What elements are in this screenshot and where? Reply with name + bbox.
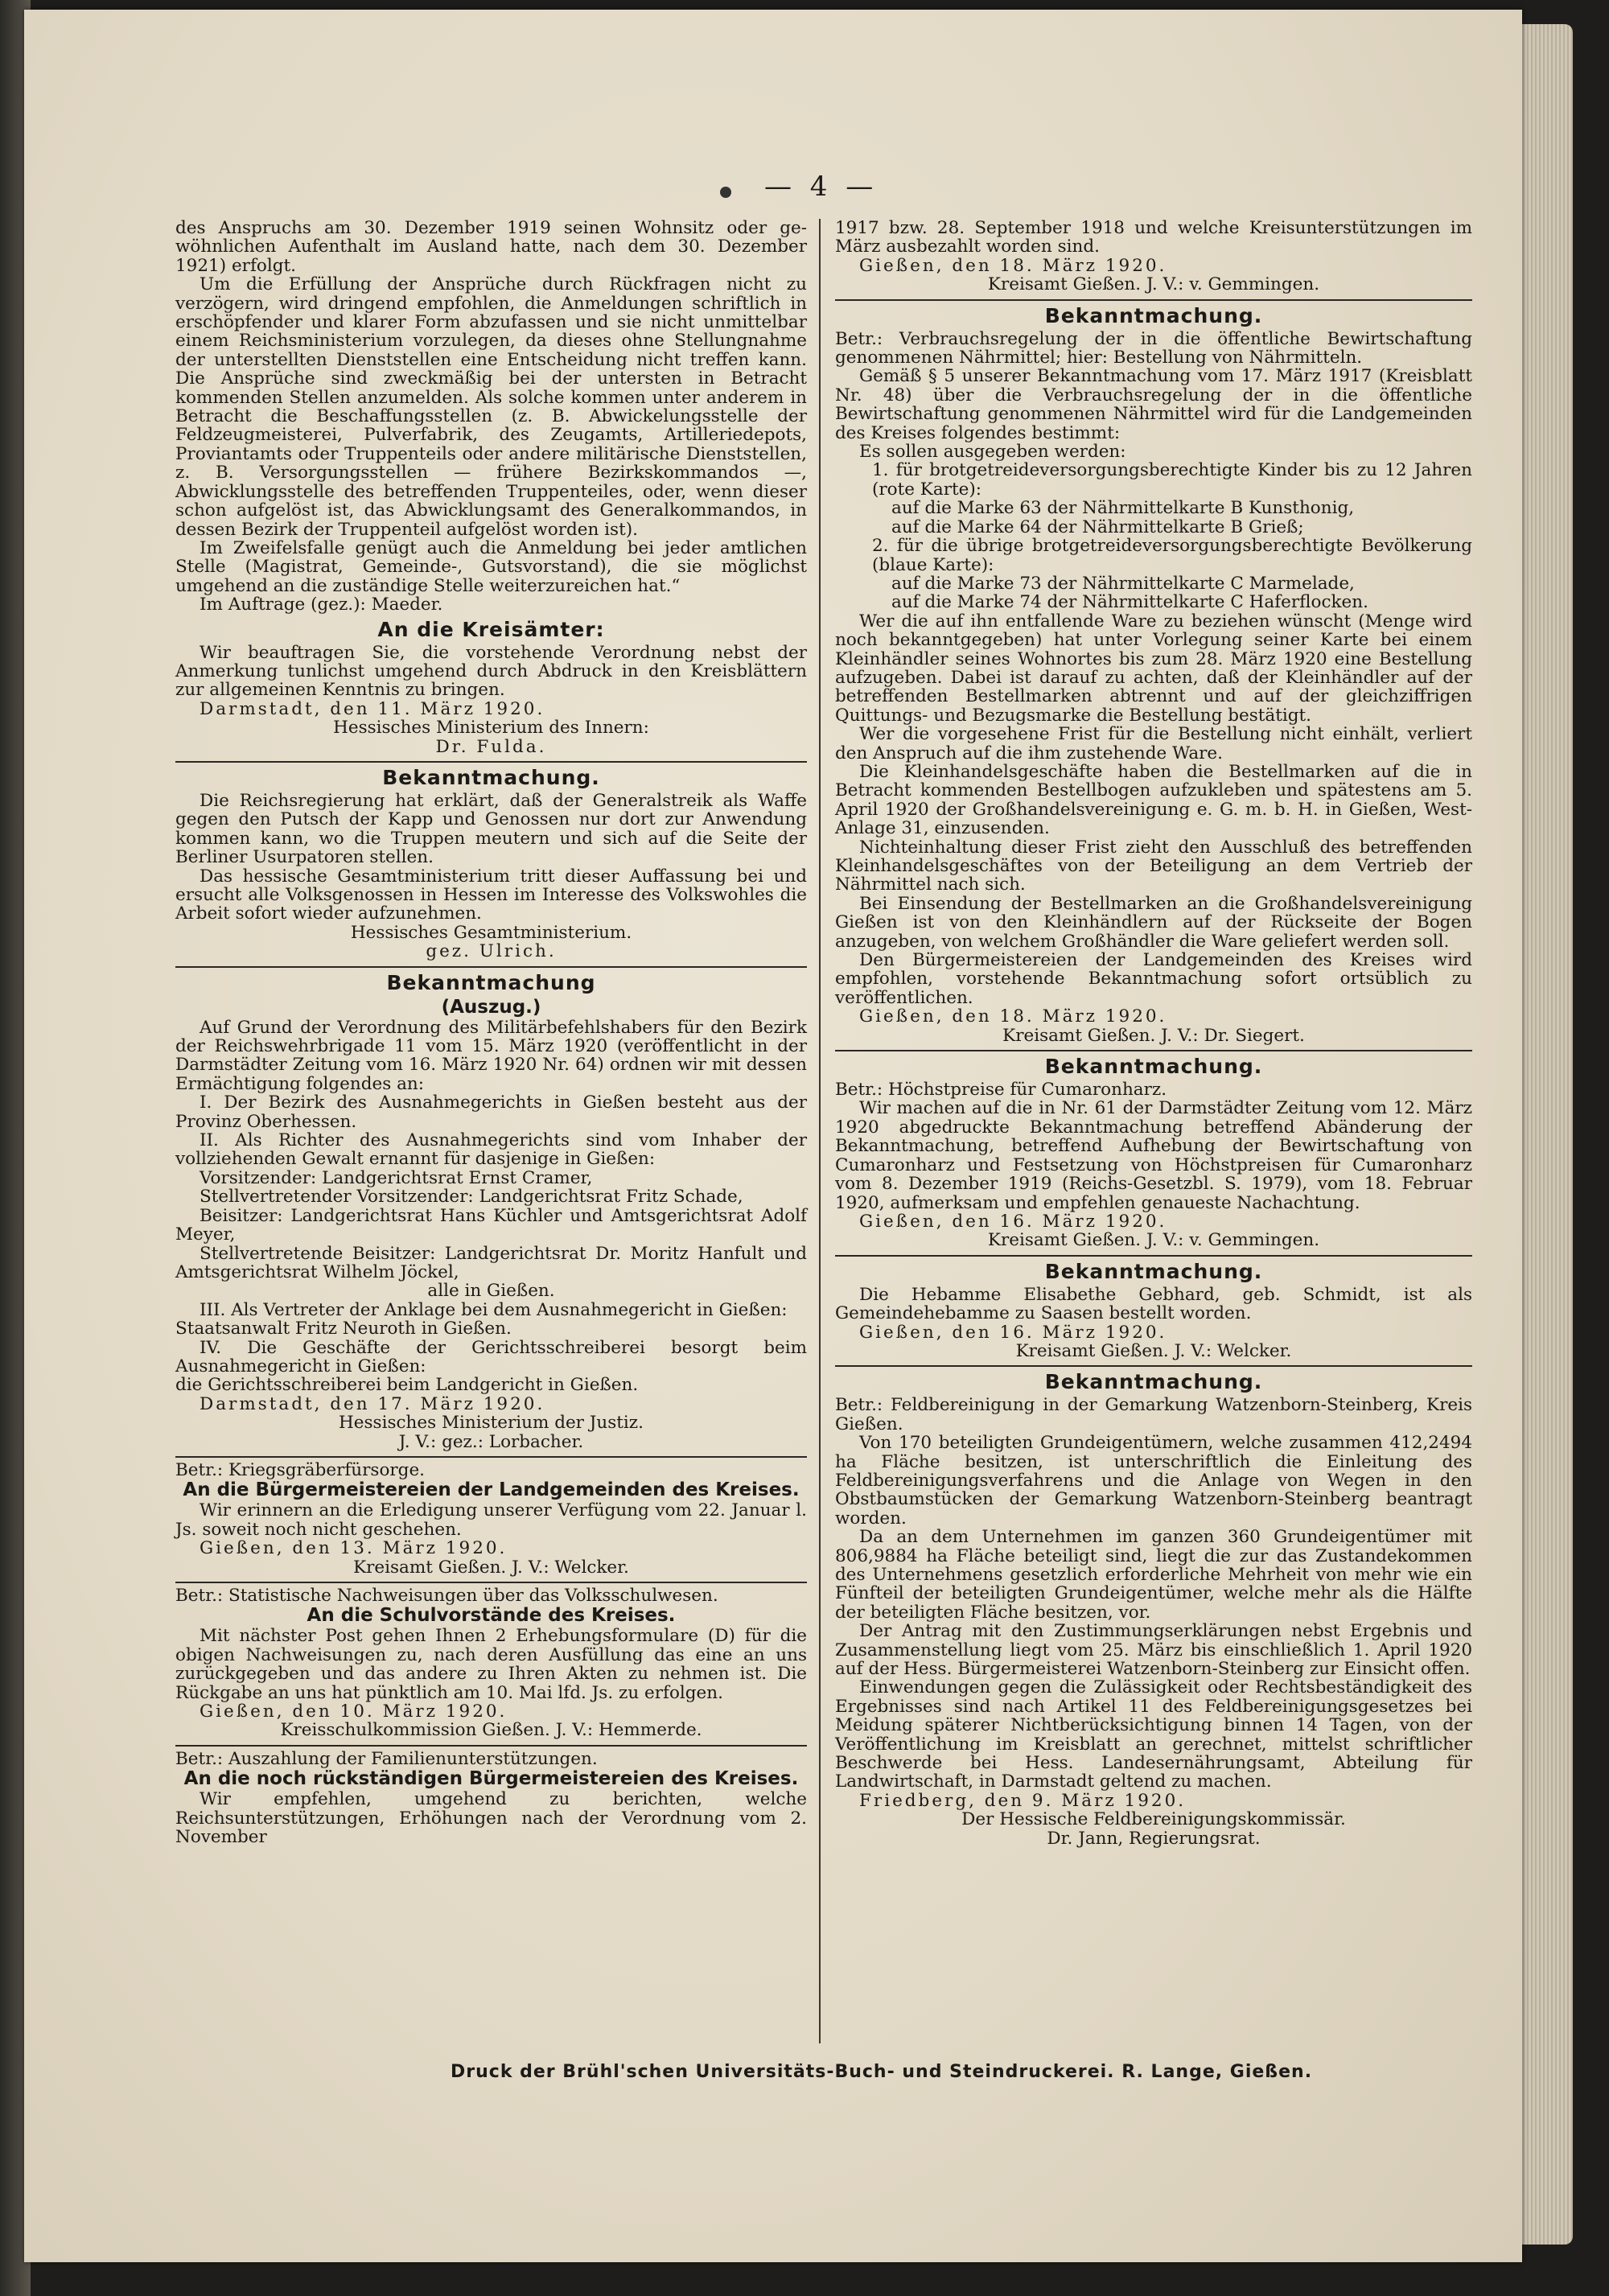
section-heading: Bekanntmachung (386, 970, 596, 994)
divider (175, 966, 807, 968)
divider (175, 1745, 807, 1747)
paragraph: Nichteinhaltung dieser Frist zieht den Ausschluß des betreffenden Kleinhandelsgeschäftes von der Beteiligung an dem Vertrieb der Nährmittel nach sich. (835, 837, 1472, 895)
signature: Hessisches Gesamtministerium. (350, 922, 632, 943)
right-column (835, 219, 1472, 1848)
paragraph: des Anspruchs am 30. Dezember 1919 seinen Wohnsitz oder ge-wöhnlichen Aufenthalt im Ausland hatte, nach dem 30. Dezember 1921) erfolgt. (175, 218, 807, 276)
signature: Dr. Fulda. (435, 736, 547, 757)
section-heading: Bekanntmachung. (1044, 1055, 1263, 1079)
section-heading: An die Bürgermeistereien der Landgemeinden des Kreises. (183, 1479, 800, 1501)
paragraph: Wir erinnern an die Erledigung unserer Verfügung vom 22. Januar l. Js. soweit noch nicht geschehen. (175, 1500, 807, 1540)
divider (175, 761, 807, 763)
dateline: Darmstadt, den 11. März 1920. (200, 698, 545, 719)
paragraph: Den Bürgermeistereien der Landgemeinden des Kreises wird empfohlen, vorstehende Bekanntmachung sofort ortsüblich zu veröffentlichen. (835, 950, 1472, 1008)
section-heading: An die noch rückständigen Bürgermeistereien des Kreises. (183, 1768, 799, 1790)
dateline: Gießen, den 10. März 1920. (200, 1701, 508, 1722)
signature: Kreisamt Gießen. J. V.: Dr. Siegert. (1002, 1025, 1305, 1046)
list-item: Stellvertretender Vorsitzender: Landgerichtsrat Fritz Schade, (200, 1187, 743, 1208)
ink-dot (720, 187, 731, 198)
section-heading: An die Schulvorstände des Kreises. (307, 1605, 676, 1627)
list-item: Beisitzer: Landgerichtsrat Hans Küchler und Amtsgerichtsrat Adolf Meyer, (175, 1205, 807, 1245)
dateline: Gießen, den 18. März 1920. (859, 1006, 1167, 1027)
paragraph: Um die Erfüllung der Ansprüche durch Rückfragen nicht zu verzögern, wird dringend empfohlen, die Anmeldungen schriftlich in erschöpfender und klarer Form abzufassen und sie nicht unmittelbar einem Reichsministerium vorzulegen, da dieses ohne Stellungnahme der unterstellten Dienststellen eine Entscheidung nicht treffen kann. Die Ansprüche sind zweckmäßig bei der untersten in Betracht kommenden Stellen anzumelden. Als solche kommen unter anderem in Betracht die Beschaffungsstellen (z. B. Abwickelungsstelle der Feldzeugmeisterei, Pulverfabrik, des Zeugamts, Artilleriedepots, Proviantamts oder Truppenteils oder andere militärische Dienststellen, z. B. Versorgungsstellen — frühere Bezirkskommandos —, Abwicklungsstelle des betreffenden Truppenteiles, oder, wenn dieser schon aufgelöst ist, das Abwicklungsamt des Generalkommandos, in dessen Bezirk der Truppenteil aufgelöst worden ist). (175, 274, 807, 540)
section-heading: Bekanntmachung. (1044, 1259, 1263, 1283)
paragraph: III. Als Vertreter der Anklage bei dem Ausnahmegericht in Gießen: (200, 1299, 788, 1320)
list-item: Es sollen ausgegeben werden: (859, 442, 1126, 463)
paragraph: Die Reichsregierung hat erklärt, daß der Generalstreik als Waffe gegen den Putsch der Kapp und Genossen nur dort zur Anwendung kommen kann, wo die Truppen meutern und sich auf die Seite der Berliner Usurpatoren stellen. (175, 790, 807, 868)
paragraph: Im Zweifelsfalle genügt auch die Anmeldung bei jeder amtlichen Stelle (Magistrat, Gemeinde-, Gutsvorstand), die sie möglichst umgehend an die zuständige Stelle weiterzureichen hat.“ (175, 537, 807, 596)
section-heading: An die Kreisämter: (377, 617, 605, 641)
dateline: Darmstadt, den 17. März 1920. (200, 1393, 545, 1414)
section-subheading: (Auszug.) (441, 996, 541, 1018)
divider (835, 1365, 1472, 1367)
dateline: Gießen, den 16. März 1920. (859, 1211, 1167, 1232)
list-item: 1. für brotgetreideversorgungsberechtigte Kinder bis zu 12 Jahren (rote Karte): (872, 460, 1472, 500)
section-heading: Bekanntmachung. (1044, 1370, 1263, 1394)
dateline: Friedberg, den 9. März 1920. (859, 1790, 1187, 1811)
signature: Der Hessische Feldbereinigungskommissär. (961, 1809, 1346, 1830)
paragraph: Gemäß § 5 unserer Bekanntmachung vom 17. März 1917 (Kreisblatt Nr. 48) über die Verbrauchsregelung der in die öffentliche Bewirtschaftung genommenen Nährmittel wird für die Landgemeinden des Kreises folgendes bestimmt: (835, 366, 1472, 443)
list-item: 2. für die übrige brotgetreideversorgungsberechtigte Bevölkerung (blaue Karte): (872, 536, 1472, 575)
paragraph: Das hessische Gesamtministerium tritt dieser Auffassung bei und ersucht alle Volksgenossen in Hessen im Interesse des Volkswohles die Arbeit sofort wieder aufzunehmen. (175, 866, 807, 924)
list-item: auf die Marke 73 der Nährmittelkarte C Marmelade, (891, 573, 1355, 594)
paragraph: Bei Einsendung der Bestellmarken an die Großhandelsvereinigung Gießen ist von den Kleinhändlern auf der Rückseite der Bogen anzugeben, von welchem Großhändler die Ware geliefert werden soll. (835, 893, 1472, 952)
paragraph: Mit nächster Post gehen Ihnen 2 Erhebungsformulare (D) für die obigen Nachweisungen zu, nach deren Ausfüllung das eine an uns zurückgegeben und das andere zu Ihren Akten zu nehmen ist. Die Rückgabe an uns hat pünktlich am 10. Mai lfd. Js. zu erfolgen. (175, 1626, 807, 1703)
section-heading: Bekanntmachung. (382, 765, 600, 789)
paragraph: Wir beauftragen Sie, die vorstehende Verordnung nebst der Anmerkung tunlichst umgehend durch Abdruck in den Kreisblättern zur allgemeinen Kenntnis zu bringen. (175, 642, 807, 701)
signature: Hessisches Ministerium der Justiz. (339, 1413, 644, 1434)
paragraph: 1917 bzw. 28. September 1918 und welche Kreisunterstützungen im März ausbezahlt worden sind. (835, 218, 1472, 257)
signature: gez. Ulrich. (426, 941, 557, 962)
paragraph: II. Als Richter des Ausnahmegerichts sind vom Inhaber der vollziehenden Gewalt ernannt für dasjenige in Gießen: (175, 1130, 807, 1170)
page-number: — 4 — (764, 171, 879, 203)
divider (835, 299, 1472, 301)
paragraph: Auf Grund der Verordnung des Militärbefehlshabers für den Bezirk der Reichswehrbrigade 11 vom 15. März 1920 (veröffentlicht in der Darmstädter Zeitung vom 16. März 1920 Nr. 64) ordnen wir mit dessen Ermächtigung folgendes an: (175, 1017, 807, 1094)
signature: Kreisamt Gießen. J. V.: v. Gemmingen. (987, 274, 1320, 295)
paragraph: Wer die vorgesehene Frist für die Bestellung nicht einhält, verliert den Anspruch auf die ihm zustehende Ware. (835, 724, 1472, 763)
signature: Kreisamt Gießen. J. V.: Welcker. (353, 1557, 629, 1578)
paragraph: Da an dem Unternehmen im ganzen 360 Grundeigentümer mit 806,9884 ha Fläche beteiligt sind, liegt die zur das Zustandekommen des Unternehmens gesetzlich erforderliche Mehrheit von mehr wie ein Fünfteil der beteiligten Grundeigentümer, welche mehr als die Hälfte der beteiligten Fläche besitzen, vor. (835, 1527, 1472, 1623)
signature: J. V.: gez.: Lorbacher. (398, 1431, 584, 1452)
paragraph: Von 170 beteiligten Grundeigentümern, welche zusammen 412,2494 ha Fläche besitzen, ist unterschriftlich die Einleitung des Feldbereinigungsverfahrens und die Anlage von Wegen in den Obstbaumstücken der Gemarkung Watzenborn-Steinberg beantragt worden. (835, 1433, 1472, 1529)
signature: Kreisschulkommission Gießen. J. V.: Hemmerde. (280, 1720, 702, 1741)
paragraph: Wir machen auf die in Nr. 61 der Darmstädter Zeitung vom 12. März 1920 abgedruckte Bekanntmachung betreffend Abänderung der Bekanntmachung, betreffend Aufhebung der Bewirtschaftung von Cumaronharz und Festsetzung von Höchstpreisen für Cumaronharz vom 8. Dezember 1919 (Reichs-Gesetzbl. S. 1979), vom 18. Februar 1920, aufmerksam und empfehlen genaueste Nachachtung. (835, 1098, 1472, 1213)
subject-line: Betr.: Verbrauchsregelung der in die öffentliche Bewirtschaftung genommenen Nährmittel; hier: Bestellung von Nährmitteln. (835, 328, 1472, 368)
signature: Kreisamt Gießen. J. V.: Welcker. (1015, 1340, 1292, 1361)
subject-line: Betr.: Höchstpreise für Cumaronharz. (835, 1080, 1167, 1101)
paragraph: Die Hebamme Elisabethe Gebhard, geb. Schmidt, ist als Gemeindehebamme zu Saasen bestellt worden. (835, 1284, 1472, 1324)
divider (835, 1255, 1472, 1257)
subject-line: Betr.: Feldbereinigung in der Gemarkung Watzenborn-Steinberg, Kreis Gießen. (835, 1395, 1472, 1434)
signature: Im Auftrage (gez.): Maeder. (200, 595, 443, 615)
list-item: Vorsitzender: Landgerichtsrat Ernst Cramer, (200, 1167, 593, 1188)
signature: Hessisches Ministerium des Innern: (333, 718, 649, 739)
paragraph: Wer die auf ihn entfallende Ware zu beziehen wünscht (Menge wird noch bekanntgegeben) hat unter Vorlegung seiner Karte bei einem Kleinhändler seines Wohnortes bis zum 28. März 1920 eine Bestellung aufzugeben. Dabei ist darauf zu achten, daß der Kleinhändler auf der betreffenden Bestellmarken abtrennt und auf der gleichziffrigen Quittungs- und Bezugsmarke die Bestellung bestätigt. (835, 611, 1472, 726)
paragraph: IV. Die Geschäfte der Gerichtsschreiberei besorgt beim Ausnahmegericht in Gießen: (175, 1337, 807, 1376)
page-edge (1516, 24, 1573, 2245)
divider (175, 1582, 807, 1583)
printer-imprint: Druck der Brühl'schen Universitäts-Buch- und Steindruckerei. R. Lange, Gießen. (451, 2062, 1313, 2082)
column-divider (819, 219, 821, 2043)
subject-line: Betr.: Auszahlung der Familienunterstützungen. (175, 1748, 598, 1769)
list-item: Stellvertretende Beisitzer: Landgerichtsrat Dr. Moritz Hanfult und Amtsgerichtsrat Wilhelm Jöckel, (175, 1243, 807, 1282)
divider (835, 1050, 1472, 1051)
dateline: Gießen, den 13. März 1920. (200, 1538, 508, 1559)
list-item: auf die Marke 64 der Nährmittelkarte B Grieß; (891, 516, 1304, 537)
signature: Kreisamt Gießen. J. V.: v. Gemmingen. (987, 1230, 1320, 1251)
subject-line: Betr.: Kriegsgräberfürsorge. (175, 1459, 426, 1480)
paragraph: I. Der Bezirk des Ausnahmegerichts in Gießen besteht aus der Provinz Oberhessen. (175, 1092, 807, 1132)
dateline: Gießen, den 18. März 1920. (859, 255, 1167, 276)
paragraph: Staatsanwalt Fritz Neuroth in Gießen. (175, 1319, 512, 1339)
list-item: auf die Marke 74 der Nährmittelkarte C Haferflocken. (891, 592, 1368, 613)
paragraph: Der Antrag mit den Zustimmungserklärungen nebst Ergebnis und Zusammenstellung liegt vom 25. März bis einschließlich 1. April 1920 auf der Hess. Bürgermeisterei Watzenborn-Steinberg zur Einsicht offen. (835, 1621, 1472, 1680)
list-item: auf die Marke 63 der Nährmittelkarte B Kunsthonig, (891, 498, 1355, 519)
dateline: Gießen, den 16. März 1920. (859, 1322, 1167, 1343)
section-heading: Bekanntmachung. (1044, 303, 1263, 327)
list-item: alle in Gießen. (427, 1281, 555, 1302)
divider (175, 1456, 807, 1458)
paragraph: die Gerichtsschreiberei beim Landgericht in Gießen. (175, 1375, 639, 1396)
paragraph: Die Kleinhandelsgeschäfte haben die Bestellmarken auf die in Betracht kommenden Bestellbogen aufzukleben und spätestens am 5. April 1920 der Großhandelsvereinigung e. G. m. b. H. in Gießen, West-Anlage 31, einzusenden. (835, 761, 1472, 839)
paragraph: Einwendungen gegen die Zulässigkeit oder Rechtsbeständigkeit des Ergebnisses sind nach Artikel 11 des Feldbereinigungsgesetzes bei Meidung späterer Nichtberücksichtigung binnen 14 Tagen, von der Veröffentlichung im Kreisblatt an gerechnet, mittelst schriftlicher Beschwerde bei Hess. Landesernährungsamt, Abteilung für Landwirtschaft, in Darmstadt geltend zu machen. (835, 1677, 1472, 1792)
subject-line: Betr.: Statistische Nachweisungen über das Volksschulwesen. (175, 1586, 718, 1606)
left-column (175, 219, 807, 1846)
paragraph: Wir empfehlen, umgehend zu berichten, welche Reichsunterstützungen, Erhöhungen nach der Verordnung vom 2. November (175, 1789, 807, 1848)
signature: Dr. Jann, Regierungsrat. (1047, 1828, 1261, 1849)
